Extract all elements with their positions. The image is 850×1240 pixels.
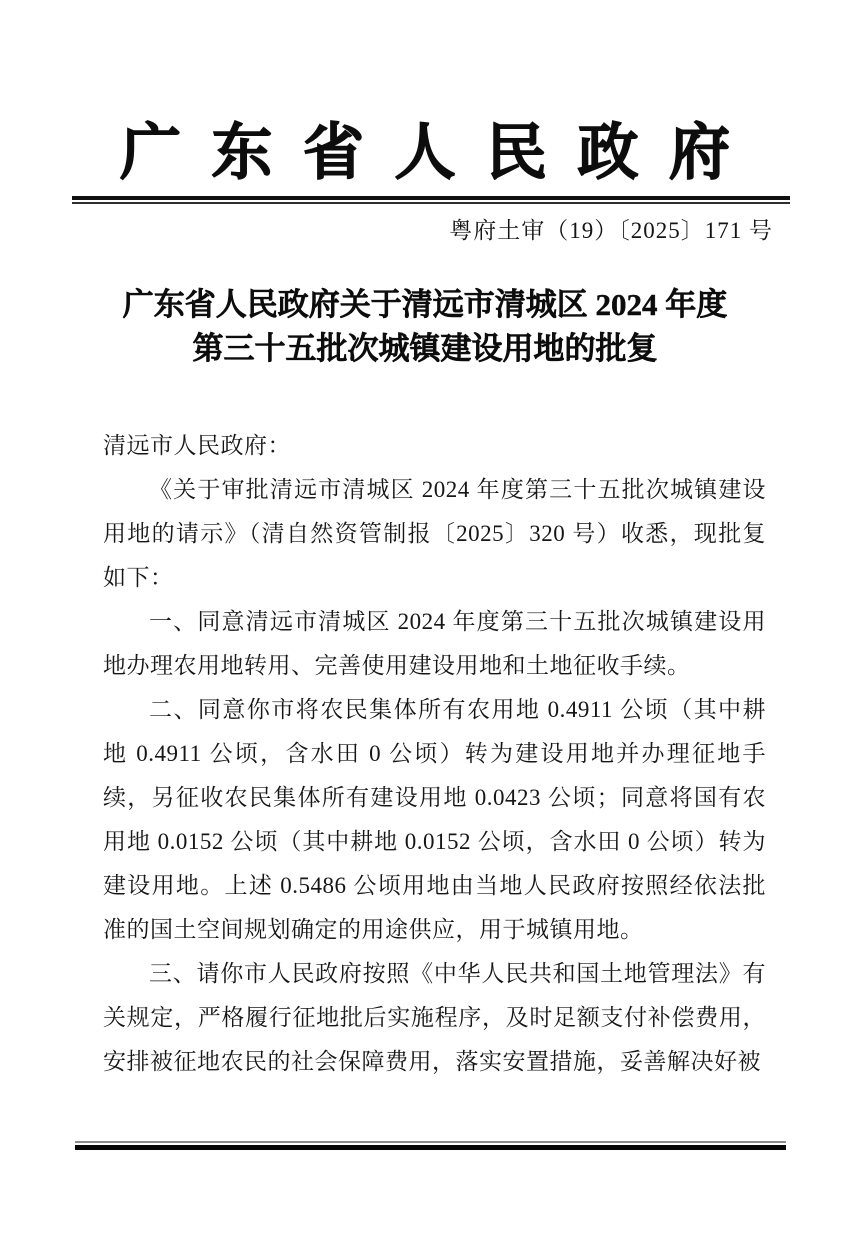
page-bottom-edge-rule	[75, 1141, 786, 1150]
body-paragraph: 一、同意清远市清城区 2024 年度第三十五批次城镇建设用地办理农用地转用、完善使用建设用地和土地征收手续。	[103, 609, 766, 678]
document-reference-number: 粤府土审（19）〔2025〕171 号	[449, 218, 773, 243]
header-divider-rule	[72, 196, 790, 204]
issuing-authority-header: 广东省人民政府	[119, 120, 761, 187]
document-title-line-2: 第三十五批次城镇建设用地的批复	[192, 331, 658, 366]
body-paragraph: 清远市人民政府：	[103, 433, 291, 458]
body-paragraph: 二、同意你市将农民集体所有农用地 0.4911 公顷（其中耕地 0.4911 公顷，含水田 0 公顷）转为建设用地并办理征地手续，另征收农民集体所有建设用地 0.0423 公顷；同意将国有农用地 0.0152 公顷（其中耕地 0.0152 公顷，含水田 0 公顷）转为建设用地。上述 0.5486 公顷用地由当地人民政府按照经依法批准的国土空间规划确定的用途供应，用于城镇用地。	[103, 697, 766, 942]
document-title-line-1: 广东省人民政府关于清远市清城区 2024 年度	[122, 287, 728, 322]
header-rule-thin-line	[72, 202, 790, 204]
body-paragraph: 三、请你市人民政府按照《中华人民共和国土地管理法》有关规定，严格履行征地批后实施程序，及时足额支付补偿费用，安排被征地农民的社会保障费用，落实安置措施，妥善解决好被	[103, 961, 766, 1074]
body-paragraph: 《关于审批清远市清城区 2024 年度第三十五批次城镇建设用地的请示》（清自然资管制报〔2025〕320 号）收悉，现批复如下：	[103, 477, 766, 590]
document-title	[0, 283, 850, 371]
document-body	[103, 424, 766, 1084]
bottom-rule-thick-line	[75, 1145, 786, 1150]
